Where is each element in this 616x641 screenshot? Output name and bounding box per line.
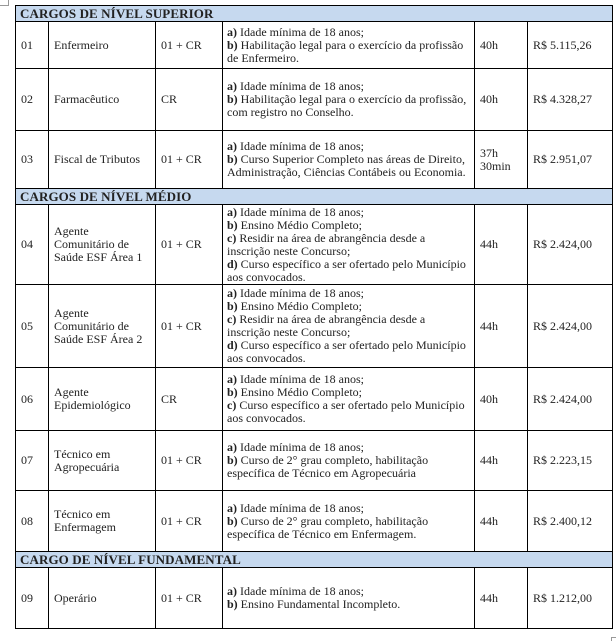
cargo-number: 06	[16, 368, 49, 431]
requisito-letter: d)	[227, 256, 238, 271]
requisito-text: Idade mínima de 18 anos;	[240, 204, 364, 219]
cargo-number: 04	[16, 205, 49, 285]
cargos-table-body	[16, 6, 613, 629]
requisitos	[223, 205, 475, 285]
cargo-name-line: Agente	[54, 224, 89, 238]
requisitos	[223, 285, 475, 368]
vagas: 01 + CR	[156, 22, 223, 69]
requisito-letter: a)	[227, 500, 237, 515]
carga-horaria-line: 40h	[480, 37, 498, 52]
cargo-name-line: Comunitário de	[54, 318, 129, 333]
carga-horaria-line: 37h	[480, 145, 498, 160]
requisito-letter: c)	[227, 230, 237, 245]
vagas: 01 + CR	[156, 568, 223, 629]
table-row	[16, 22, 613, 69]
requisito-text: Ensino Médio Completo;	[240, 217, 363, 232]
table-row	[16, 131, 613, 189]
cargo-name-line: Técnico em	[54, 507, 111, 521]
requisito-letter: b)	[227, 37, 238, 52]
cargo-number: 01	[16, 22, 49, 69]
requisito-text: Curso de 2° grau completo, habilitação	[240, 513, 429, 528]
cargo-name-line: Saúde ESF Área 1	[54, 250, 143, 264]
requisito-text: aos convocados.	[227, 269, 306, 284]
carga-horaria-line: 40h	[480, 92, 498, 106]
cargo-name-line: Comunitário de	[54, 237, 129, 251]
cargo-name-line: Saúde ESF Área 2	[54, 331, 143, 346]
carga-horaria-line: 30min	[480, 158, 511, 173]
requisito-text: Idade mínima de 18 anos;	[240, 372, 364, 386]
requisitos	[223, 368, 475, 431]
section-header-row	[16, 552, 613, 568]
cargo-name-line: Agropecuária	[54, 459, 120, 474]
table-row	[16, 368, 613, 431]
requisito-letter: a)	[227, 204, 237, 219]
document-corner-mark	[0, 0, 9, 6]
table-row	[16, 285, 613, 368]
requisito-letter: c)	[227, 398, 237, 412]
requisito-letter: c)	[227, 312, 237, 326]
requisito-text: aos convocados.	[227, 411, 306, 425]
requisito-letter: d)	[227, 338, 238, 352]
requisito-text: Ensino Médio Completo;	[240, 385, 363, 399]
carga-horaria	[475, 368, 528, 431]
cargo-number: 07	[16, 431, 49, 491]
cargo-name	[49, 568, 156, 629]
requisito-text: Idade mínima de 18 anos;	[240, 440, 364, 454]
carga-horaria-line: 44h	[480, 590, 498, 605]
requisito-text: Idade mínima de 18 anos;	[240, 79, 364, 93]
requisito-text: específica de Técnico em Agropecuária	[227, 466, 417, 480]
requisito-text: Curso de 2° grau completo, habilitação	[240, 453, 429, 467]
cargo-number: 09	[16, 568, 49, 629]
requisitos	[223, 431, 475, 491]
section-header-row	[16, 189, 613, 205]
cargo-number: 05	[16, 285, 49, 368]
table-row	[16, 431, 613, 491]
carga-horaria-line: 44h	[480, 318, 498, 333]
cargo-name-line: Agente	[54, 385, 89, 399]
requisito-text: Residir na área de abrangência desde a	[239, 230, 426, 245]
requisito-letter: b)	[227, 513, 238, 528]
requisito-line	[227, 412, 470, 425]
requisito-letter: b)	[227, 152, 238, 166]
vagas: CR	[156, 69, 223, 131]
salario: R$ 2.424,00	[528, 368, 613, 431]
cargo-name-line: Agente	[54, 305, 89, 320]
requisitos	[223, 568, 475, 629]
requisito-text: Curso específico a ser ofertado pelo Município	[239, 398, 465, 412]
carga-horaria	[475, 22, 528, 69]
carga-horaria-line: 44h	[480, 513, 498, 528]
salario: R$ 4.328,27	[528, 69, 613, 131]
requisito-text: Curso específico a ser ofertado pelo Município	[240, 256, 466, 271]
cargo-name-line: Técnico em	[54, 446, 111, 461]
cargo-number: 02	[16, 69, 49, 131]
cargo-name	[49, 69, 156, 131]
requisito-text: com registro no Conselho.	[227, 105, 354, 119]
vagas: 01 + CR	[156, 431, 223, 491]
salario: R$ 2.223,15	[528, 431, 613, 491]
requisito-letter: b)	[227, 385, 238, 399]
requisito-letter: b)	[227, 92, 238, 106]
vagas: 01 + CR	[156, 131, 223, 189]
cargo-name	[49, 131, 156, 189]
cargo-name	[49, 22, 156, 69]
requisito-text: Habilitação legal para o exercício da profissão,	[240, 92, 467, 106]
cargo-name	[49, 431, 156, 491]
requisito-line	[227, 467, 470, 480]
requisito-text: Curso Superior Completo nas áreas de Direito,	[240, 152, 465, 166]
requisito-line	[227, 166, 470, 179]
requisito-text: inscrição neste Concurso;	[227, 243, 351, 258]
requisitos	[223, 131, 475, 189]
requisitos	[223, 69, 475, 131]
carga-horaria	[475, 568, 528, 629]
requisito-line	[227, 271, 470, 284]
requisito-letter: b)	[227, 453, 238, 467]
table-row	[16, 69, 613, 131]
salario: R$ 1.212,00	[528, 568, 613, 629]
cargo-name-line: Operário	[54, 590, 97, 605]
requisito-text: Habilitação legal para o exercício da profissão	[240, 37, 464, 52]
carga-horaria-line: 40h	[480, 391, 498, 406]
salario: R$ 2.400,12	[528, 491, 613, 552]
requisito-text: Idade mínima de 18 anos;	[240, 500, 364, 515]
requisito-text: aos convocados.	[227, 351, 306, 365]
requisito-line	[227, 528, 470, 541]
section-title: CARGOS DE NÍVEL SUPERIOR	[16, 6, 613, 22]
requisito-text: Residir na área de abrangência desde a	[239, 312, 426, 326]
cargo-number: 08	[16, 491, 49, 552]
cargo-name	[49, 285, 156, 368]
salario: R$ 2.424,00	[528, 205, 613, 285]
requisito-line	[227, 52, 470, 65]
cargo-name-line: Enfermagem	[54, 520, 116, 534]
requisito-letter: a)	[227, 440, 237, 454]
carga-horaria	[475, 491, 528, 552]
salario: R$ 2.424,00	[528, 285, 613, 368]
requisito-line	[227, 598, 470, 611]
requisitos	[223, 491, 475, 552]
vagas: 01 + CR	[156, 205, 223, 285]
requisito-text: Administração, Ciências Contábeis ou Economia.	[227, 165, 466, 179]
cargo-name	[49, 205, 156, 285]
table-row	[16, 491, 613, 552]
requisito-text: Ensino Médio Completo;	[240, 299, 363, 313]
requisito-letter: a)	[227, 584, 237, 598]
cargo-name	[49, 368, 156, 431]
document-corner-mark	[611, 637, 616, 641]
requisito-letter: a)	[227, 139, 237, 153]
salario: R$ 2.951,07	[528, 131, 613, 189]
cargo-name-line: Epidemiológico	[54, 398, 131, 412]
cargo-number: 03	[16, 131, 49, 189]
carga-horaria-line: 44h	[480, 453, 498, 467]
requisito-text: Ensino Fundamental Incompleto.	[240, 597, 401, 611]
cargo-name	[49, 491, 156, 552]
table-row	[16, 205, 613, 285]
salario: R$ 5.115,26	[528, 22, 613, 69]
requisito-text: Idade mínima de 18 anos;	[240, 24, 364, 39]
requisito-letter: b)	[227, 597, 238, 611]
section-title: CARGOS DE NÍVEL MÉDIO	[16, 189, 613, 205]
requisito-letter: a)	[227, 24, 237, 39]
requisito-text: Idade mínima de 18 anos;	[240, 139, 364, 153]
cargos-table	[15, 5, 613, 629]
requisito-text: inscrição neste Concurso;	[227, 325, 351, 339]
requisitos	[223, 22, 475, 69]
requisito-text: de Enfermeiro.	[227, 50, 299, 65]
carga-horaria	[475, 69, 528, 131]
carga-horaria	[475, 131, 528, 189]
cargo-name-line: Fiscal de Tributos	[54, 152, 141, 166]
requisito-line	[227, 352, 470, 365]
requisito-letter: b)	[227, 217, 238, 232]
cargo-name-line: Farmacêutico	[54, 92, 120, 106]
vagas: 01 + CR	[156, 285, 223, 368]
requisito-text: Idade mínima de 18 anos;	[240, 286, 364, 300]
requisito-letter: b)	[227, 299, 238, 313]
carga-horaria-line: 44h	[480, 237, 498, 251]
table-row	[16, 568, 613, 629]
requisito-letter: a)	[227, 372, 237, 386]
carga-horaria	[475, 285, 528, 368]
vagas: CR	[156, 368, 223, 431]
requisito-letter: a)	[227, 79, 237, 93]
requisito-text: específica de Técnico em Enfermagem.	[227, 526, 417, 541]
cargo-name-line: Enfermeiro	[54, 37, 109, 52]
section-header-row	[16, 6, 613, 22]
requisito-line	[227, 106, 470, 119]
section-title: CARGO DE NÍVEL FUNDAMENTAL	[16, 552, 613, 568]
requisito-letter: a)	[227, 286, 237, 300]
carga-horaria	[475, 205, 528, 285]
requisito-text: Curso específico a ser ofertado pelo Município	[240, 338, 466, 352]
requisito-text: Idade mínima de 18 anos;	[240, 584, 364, 598]
vagas: 01 + CR	[156, 491, 223, 552]
carga-horaria	[475, 431, 528, 491]
